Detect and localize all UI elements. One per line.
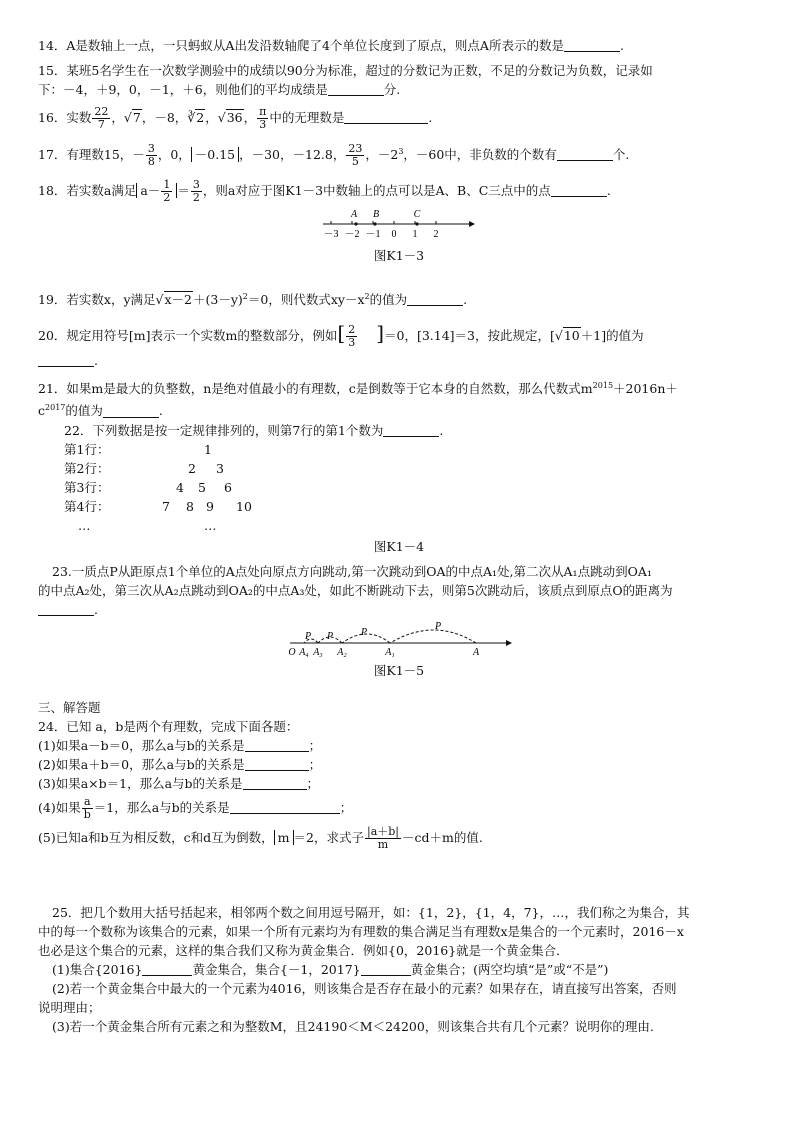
question-21-line2: $c^{2017}$的值为 . bbox=[38, 403, 163, 419]
number-line-figure bbox=[319, 206, 479, 244]
question-22: 22．下列数据是按一定规律排列的，则第7行的第1个数为 . bbox=[64, 422, 444, 438]
fraction: $\frac{\pi}{3}$ bbox=[259, 105, 267, 131]
figure-caption: 图K1－3 bbox=[373, 248, 425, 264]
tick-label: －1 bbox=[365, 229, 381, 241]
q24-part2: (2)如果a＋b＝0，那么a与b的关系是 ； bbox=[38, 756, 322, 772]
answer-blank[interactable] bbox=[38, 602, 94, 616]
question-21: 21．如果m是最大的负整数，n是绝对值最小的有理数，c是倒数等于它本身的自然数，那么代数式$m^{2015}+2016n+$ bbox=[38, 381, 678, 397]
answer-blank[interactable] bbox=[564, 38, 620, 52]
point-label: P bbox=[304, 630, 312, 642]
question-23: 23.一质点P从距原点1个单位的A点处向原点方向跳动,第一次跳动到OA的中点A₁处,第二次从A₁点跳动到OA₁ bbox=[52, 563, 652, 579]
point-label: A₄ bbox=[299, 646, 309, 658]
answer-blank[interactable] bbox=[551, 183, 607, 197]
answer-blank[interactable] bbox=[344, 110, 428, 124]
number-triangle: 第1行： 1 第2行： 2 3 第3行： 4 5 6 第4行： 7 8 9 10 … … bbox=[38, 440, 760, 535]
point-label: P bbox=[360, 626, 368, 638]
question-19: 19．若实数x，y满足$√x-2+(3-y)^2=0$，则代数式$xy-x^2$的值为 . bbox=[38, 292, 468, 308]
question-15-line2: 下：－4，＋9，0，－1，＋6，则他们的平均成绩是 分. bbox=[38, 82, 401, 97]
triangle-row: 第2行： 2 3 bbox=[64, 460, 224, 476]
triangle-row: 第1行： 1 bbox=[64, 441, 212, 457]
q25-part3: (3)若一个黄金集合所有元素之和为整数M，且24190＜M＜24200，则该集合共有几个元素？说明你的理由. bbox=[52, 1018, 654, 1034]
answer-blank[interactable] bbox=[142, 962, 192, 976]
answer-blank[interactable] bbox=[407, 292, 463, 306]
fraction: $\frac{3}{2}$ bbox=[192, 178, 200, 205]
triangle-row: 第3行： 4 5 6 bbox=[64, 479, 232, 495]
question-25: 25．把几个数用大括号括起来，相邻两个数之间用逗号隔开，如：{1，2}，{1，4，7}，…，我们称之为集合，其 bbox=[52, 904, 690, 920]
question-17: 17．有理数15，－ $\frac{3}{8}$ ，0， －0.15 ，－30，－12.8， $\frac{23}{5}$ ，$-2^3$，－60中，非负数的个数有 个. bbox=[38, 142, 630, 169]
q24-part5: (5)已知a和b互为相反数，c和d互为倒数， m ＝2，求式子 $\frac{|a+b|}{m}$ －cd＋m的值. bbox=[38, 824, 483, 851]
tick-label: 2 bbox=[433, 229, 439, 241]
fraction: $\frac{3}{8}$ bbox=[147, 142, 155, 169]
question-16: 16．实数 $\frac{22}{7}$ ，√7，－8，∛2，√36， $\frac{\pi}{3}$ 中的无理数是 . bbox=[38, 105, 433, 131]
fraction: $\frac{2}{3}$ bbox=[348, 323, 356, 350]
point-label: P bbox=[326, 630, 334, 642]
point-label: P bbox=[434, 620, 442, 632]
worksheet-page: 14．A是数轴上一点，一只蚂蚁从A出发沿数轴爬了4个单位长度到了原点，则点A所表示的数是 . 15．某班5名学生在一次数学测验中的成绩以90分为标准，超过的分数记为正数，不足的分数记为负数，记录如 下：－4，＋9，0，－1，＋6，则他们的平均成绩是 分. 16．实数 $\frac{22}{7}$ ，√7，－8，∛2，√36， $\frac{\pi}{3}$ 中的无理数是 . 17．有理数15，－ $\frac{3}{8}$ ，0， －0.15 ，－30，－12.8， $\frac{23}{5}$ ，$-2^3$，－60中，非负数的个数有 个. 18．若实数a满足 a－ $\frac{1}{2}$ ＝ $\frac{3}{2}$ ，则a对应于图K1－3中数轴上的点可以是A、B、C三点中的点 . －3 －2 －1 0 1 2 A B C 图K1－3 19．若实数x，y满足$√x-2+(3-y)^2=0$，则代数式$xy-x^2$的值为 . 20．规定用符号[m]表示一个实数m的整数部分，例如[ $\frac{2}{3}$ ]＝0，[3.14]＝3，按此规定，[√10＋1]的值为 . 21．如果m是最大的负整数，n是绝对值最小的有理数，c是倒数等于它本身的自然数，那么代数式$m^{2015}+2016n+$ $c^{2017}$的值为 . 22．下列数据是按一定规律排列的，则第7行的第1个数为 . 第1行： 1 第2行： 2 3 第3行： 4 5 6 第4行： 7 8 9 10 … … 图K1－4 23.一质点P从距原点1个单位的A点处向原点方向跳动,第一次跳动到OA的中点A₁处,第二次从A₁点跳动到OA₁ 的中点A₂处，第三次从A₂点跳动到OA₂的中点A₃处，如此不断跳动下去，则第5次跳动后，该质点到原点O的距离为 . P P P P O A₄ A₃ A₂ A₁ A 图K1－5 三、解答题 24．已知 a，b是两个有理数，完成下面各题： (1)如果a－b＝0，那么a与b的关系是 ； (2)如果a＋b＝0，那么a与b的关系是 ； (3)如果a×b＝1，那么a与b的关系是 ； (4)如果 $\frac{a}{b}$ ＝1，那么a与b的关系是 ； (5)已知a和b互为相反数，c和d互为倒数， m ＝2，求式子 $\frac{|a+b|}{m}$ －cd＋m的值. 25．把几个数用大括号括起来，相邻两个数之间用逗号隔开，如：{1，2}，{1，4，7}，…，我们称之为集合，其 中的每一个数称为该集合的元素，如果一个所有元素均为有理数的集合满足当有理数x是集合的一个元素时，2016－x 也必是这个集合的元素，这样的集合我们又称为黄金集合．例如{0，2016}就是一个黄金集合． (1)集合{2016} 黄金集合，集合{－1，2017} 黄金集合；(两空均填“是”或“不是”) (2)若一个黄金集合中最大的一个元素为4016，则该集合是否存在最小的元素？如果存在，请直接写出答案，否则 说明理由； (3)若一个黄金集合所有元素之和为整数M，且24190＜M＜24200，则该集合共有几个元素？说明你的理由. bbox=[38, 36, 760, 1036]
point-label: O bbox=[288, 646, 296, 658]
q24-part1: (1)如果a－b＝0，那么a与b的关系是 ； bbox=[38, 737, 322, 753]
point-label: C bbox=[413, 209, 421, 221]
question-23-line2: 的中点A₂处，第三次从A₂点跳动到OA₂的中点A₃处，如此不断跳动下去，则第5次跳动后，该质点到原点O的距离为 bbox=[38, 582, 673, 598]
answer-blank[interactable] bbox=[361, 962, 411, 976]
fraction: $\frac{1}{2}$ bbox=[163, 178, 171, 205]
q24-part3: (3)如果a×b＝1，那么a与b的关系是 ； bbox=[38, 775, 320, 791]
point-label: A₃ bbox=[313, 646, 323, 658]
question-15: 15．某班5名学生在一次数学测验中的成绩以90分为标准，超过的分数记为正数，不足的分数记为负数，记录如 bbox=[38, 63, 653, 78]
answer-blank[interactable] bbox=[383, 423, 439, 437]
question-18: 18．若实数a满足 a－ $\frac{1}{2}$ ＝ $\frac{3}{2}$ ，则a对应于图K1－3中数轴上的点可以是A、B、C三点中的点 . bbox=[38, 178, 611, 205]
fraction: $\frac{23}{5}$ bbox=[348, 142, 363, 169]
answer-blank[interactable] bbox=[38, 353, 94, 367]
point-label: A₁ bbox=[385, 646, 395, 658]
question-20-line2: . bbox=[38, 351, 760, 370]
fraction: $\frac{a}{b}$ bbox=[83, 794, 91, 821]
tick-label: 1 bbox=[412, 229, 418, 241]
point-label: A₂ bbox=[337, 646, 347, 658]
fraction: $\frac{|a+b|}{m}$ bbox=[366, 824, 399, 851]
point-label: A bbox=[350, 209, 358, 221]
question-20: 20．规定用符号[m]表示一个实数m的整数部分，例如[ $\frac{2}{3}$ ]＝0，[3.14]＝3，按此规定，[√10＋1]的值为 bbox=[38, 321, 644, 350]
triangle-row: 第4行： 7 8 9 10 bbox=[64, 498, 252, 514]
answer-blank[interactable] bbox=[557, 147, 613, 161]
tick-label: 0 bbox=[391, 229, 397, 241]
jump-figure bbox=[284, 619, 514, 659]
question-23-line3: . bbox=[38, 600, 760, 619]
q25-part1: (1)集合{2016} 黄金集合，集合{－1，2017} 黄金集合；(两空均填“是”或“不是”) bbox=[52, 961, 609, 977]
fraction: $\frac{22}{7}$ bbox=[94, 105, 109, 131]
point-label: A bbox=[472, 646, 480, 658]
figure-caption: 图K1－5 bbox=[373, 662, 425, 678]
question-24: 24．已知 a，b是两个有理数，完成下面各题： bbox=[38, 718, 299, 734]
answer-blank[interactable] bbox=[328, 82, 384, 96]
tick-label: －3 bbox=[323, 229, 339, 241]
q24-part4: (4)如果 $\frac{a}{b}$ ＝1，那么a与b的关系是 ； bbox=[38, 794, 353, 821]
answer-blank[interactable] bbox=[230, 800, 340, 814]
answer-blank[interactable] bbox=[103, 404, 159, 418]
answer-blank[interactable] bbox=[245, 757, 309, 771]
tick-label: －2 bbox=[344, 229, 360, 241]
section-heading: 三、解答题 bbox=[38, 699, 101, 715]
answer-blank[interactable] bbox=[243, 776, 307, 790]
point-label: B bbox=[372, 209, 380, 221]
figure-caption: 图K1－4 bbox=[373, 538, 425, 554]
q25-part2: (2)若一个黄金集合中最大的一个元素为4016，则该集合是否存在最小的元素？如果存在，请直接写出答案，否则 bbox=[52, 980, 677, 996]
answer-blank[interactable] bbox=[245, 738, 309, 752]
question-14: 14．A是数轴上一点，一只蚂蚁从A出发沿数轴爬了4个单位长度到了原点，则点A所表示的数是 . bbox=[38, 38, 624, 53]
